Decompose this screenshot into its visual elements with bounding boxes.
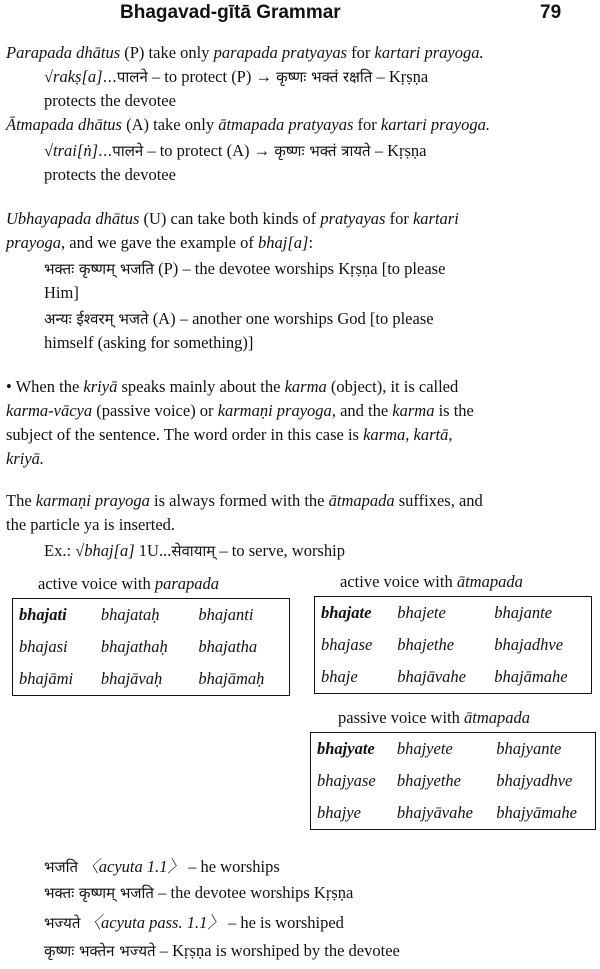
karma-vacya-intro: • When the kriyā speaks mainly about the karma (object), it is called	[6, 377, 459, 396]
table-passive-atmapada	[310, 732, 596, 830]
bhakta-example-cont: Him]	[44, 283, 79, 302]
caption-passive-atmapada: passive voice with ātmapada	[338, 708, 531, 727]
ubhayapada-rule-cont: prayoga, and we gave the example of bhaj[a]:	[6, 233, 314, 252]
table-row: bhajate bhajete bhajante	[321, 603, 553, 622]
running-title: Bhagavad-gītā Grammar	[120, 2, 341, 23]
karma-vacya-line2: karma-vācya (passive voice) or karmaṇi prayoga, and the karma is the	[6, 401, 474, 420]
table-row: bhajyase bhajyethe bhajyadhve	[317, 771, 573, 790]
table-row: bhajati bhajataḥ bhajanti	[19, 605, 254, 624]
table-row: bhajāmi bhajāvaḥ bhajāmaḥ	[19, 669, 265, 688]
raks-example-cont: protects the devotee	[44, 91, 176, 110]
karma-vacya-line4: kriyā.	[6, 449, 45, 468]
example-krsna-passive: कृष्णः भक्तेन भज्यते – Kṛṣṇa is worshiped by the devotee	[44, 941, 400, 960]
anya-example-cont: himself (asking for something)]	[44, 333, 254, 352]
table-row: bhajye bhajyāvahe bhajyāmahe	[317, 803, 577, 822]
table-active-parapada	[12, 598, 290, 696]
table-active-atmapada	[314, 596, 592, 694]
caption-active-atmapada: active voice with ātmapada	[340, 572, 523, 591]
parapada-rule: Parapada dhātus (P) take only parapada pratyayas for kartari prayoga.	[6, 43, 484, 62]
bhakta-example: भक्तः कृष्णम् भजति (P) – the devotee worships Kṛṣṇa [to please	[44, 259, 446, 278]
karma-vacya-line3: subject of the sentence. The word order in this case is karma, kartā,	[6, 425, 453, 444]
ubhayapada-rule: Ubhayapada dhātus (U) can take both kinds of pratyayas for kartari	[6, 209, 459, 228]
raks-example: √rakṣ[a]...पालने – to protect (P) → कृष्णः भक्तं रक्षति – Kṛṣṇa	[44, 67, 429, 86]
caption-active-parapada: active voice with parapada	[38, 574, 220, 593]
trai-example-cont: protects the devotee	[44, 165, 176, 184]
karmani-suffix-rule: The karmaṇi prayoga is always formed with the ātmapada suffixes, and	[6, 491, 483, 510]
table-row: bhajasi bhajathaḥ bhajatha	[19, 637, 258, 656]
trai-example: √trai[ṅ]...पालने – to protect (A) → कृष्णः भक्तं त्रायते – Kṛṣṇa	[44, 141, 427, 160]
example-bhajati: भजति 〈acyuta 1.1〉 – he worships	[44, 857, 280, 876]
page-number: 79	[540, 2, 562, 23]
example-bhakta: भक्तः कृष्णम् भजति – the devotee worships Kṛṣṇa	[44, 883, 354, 902]
anya-example: अन्यः ईश्वरम् भजते (A) – another one worships God [to please	[44, 309, 434, 328]
table-row: bhaje bhajāvahe bhajāmahe	[321, 667, 568, 686]
bhaj-example: Ex.: √bhaj[a] 1U...सेवायाम् – to serve, worship	[44, 541, 345, 560]
table-row: bhajase bhajethe bhajadhve	[321, 635, 564, 654]
example-bhajyate: भज्यते 〈acyuta pass. 1.1〉 – he is worshiped	[44, 913, 344, 932]
atmapada-rule: Ātmapada dhātus (A) take only ātmapada pratyayas for kartari prayoga.	[6, 115, 490, 134]
karmani-suffix-rule-cont: the particle ya is inserted.	[6, 515, 176, 534]
page-header	[0, 2, 600, 26]
table-row: bhajyate bhajyete bhajyante	[317, 739, 562, 758]
